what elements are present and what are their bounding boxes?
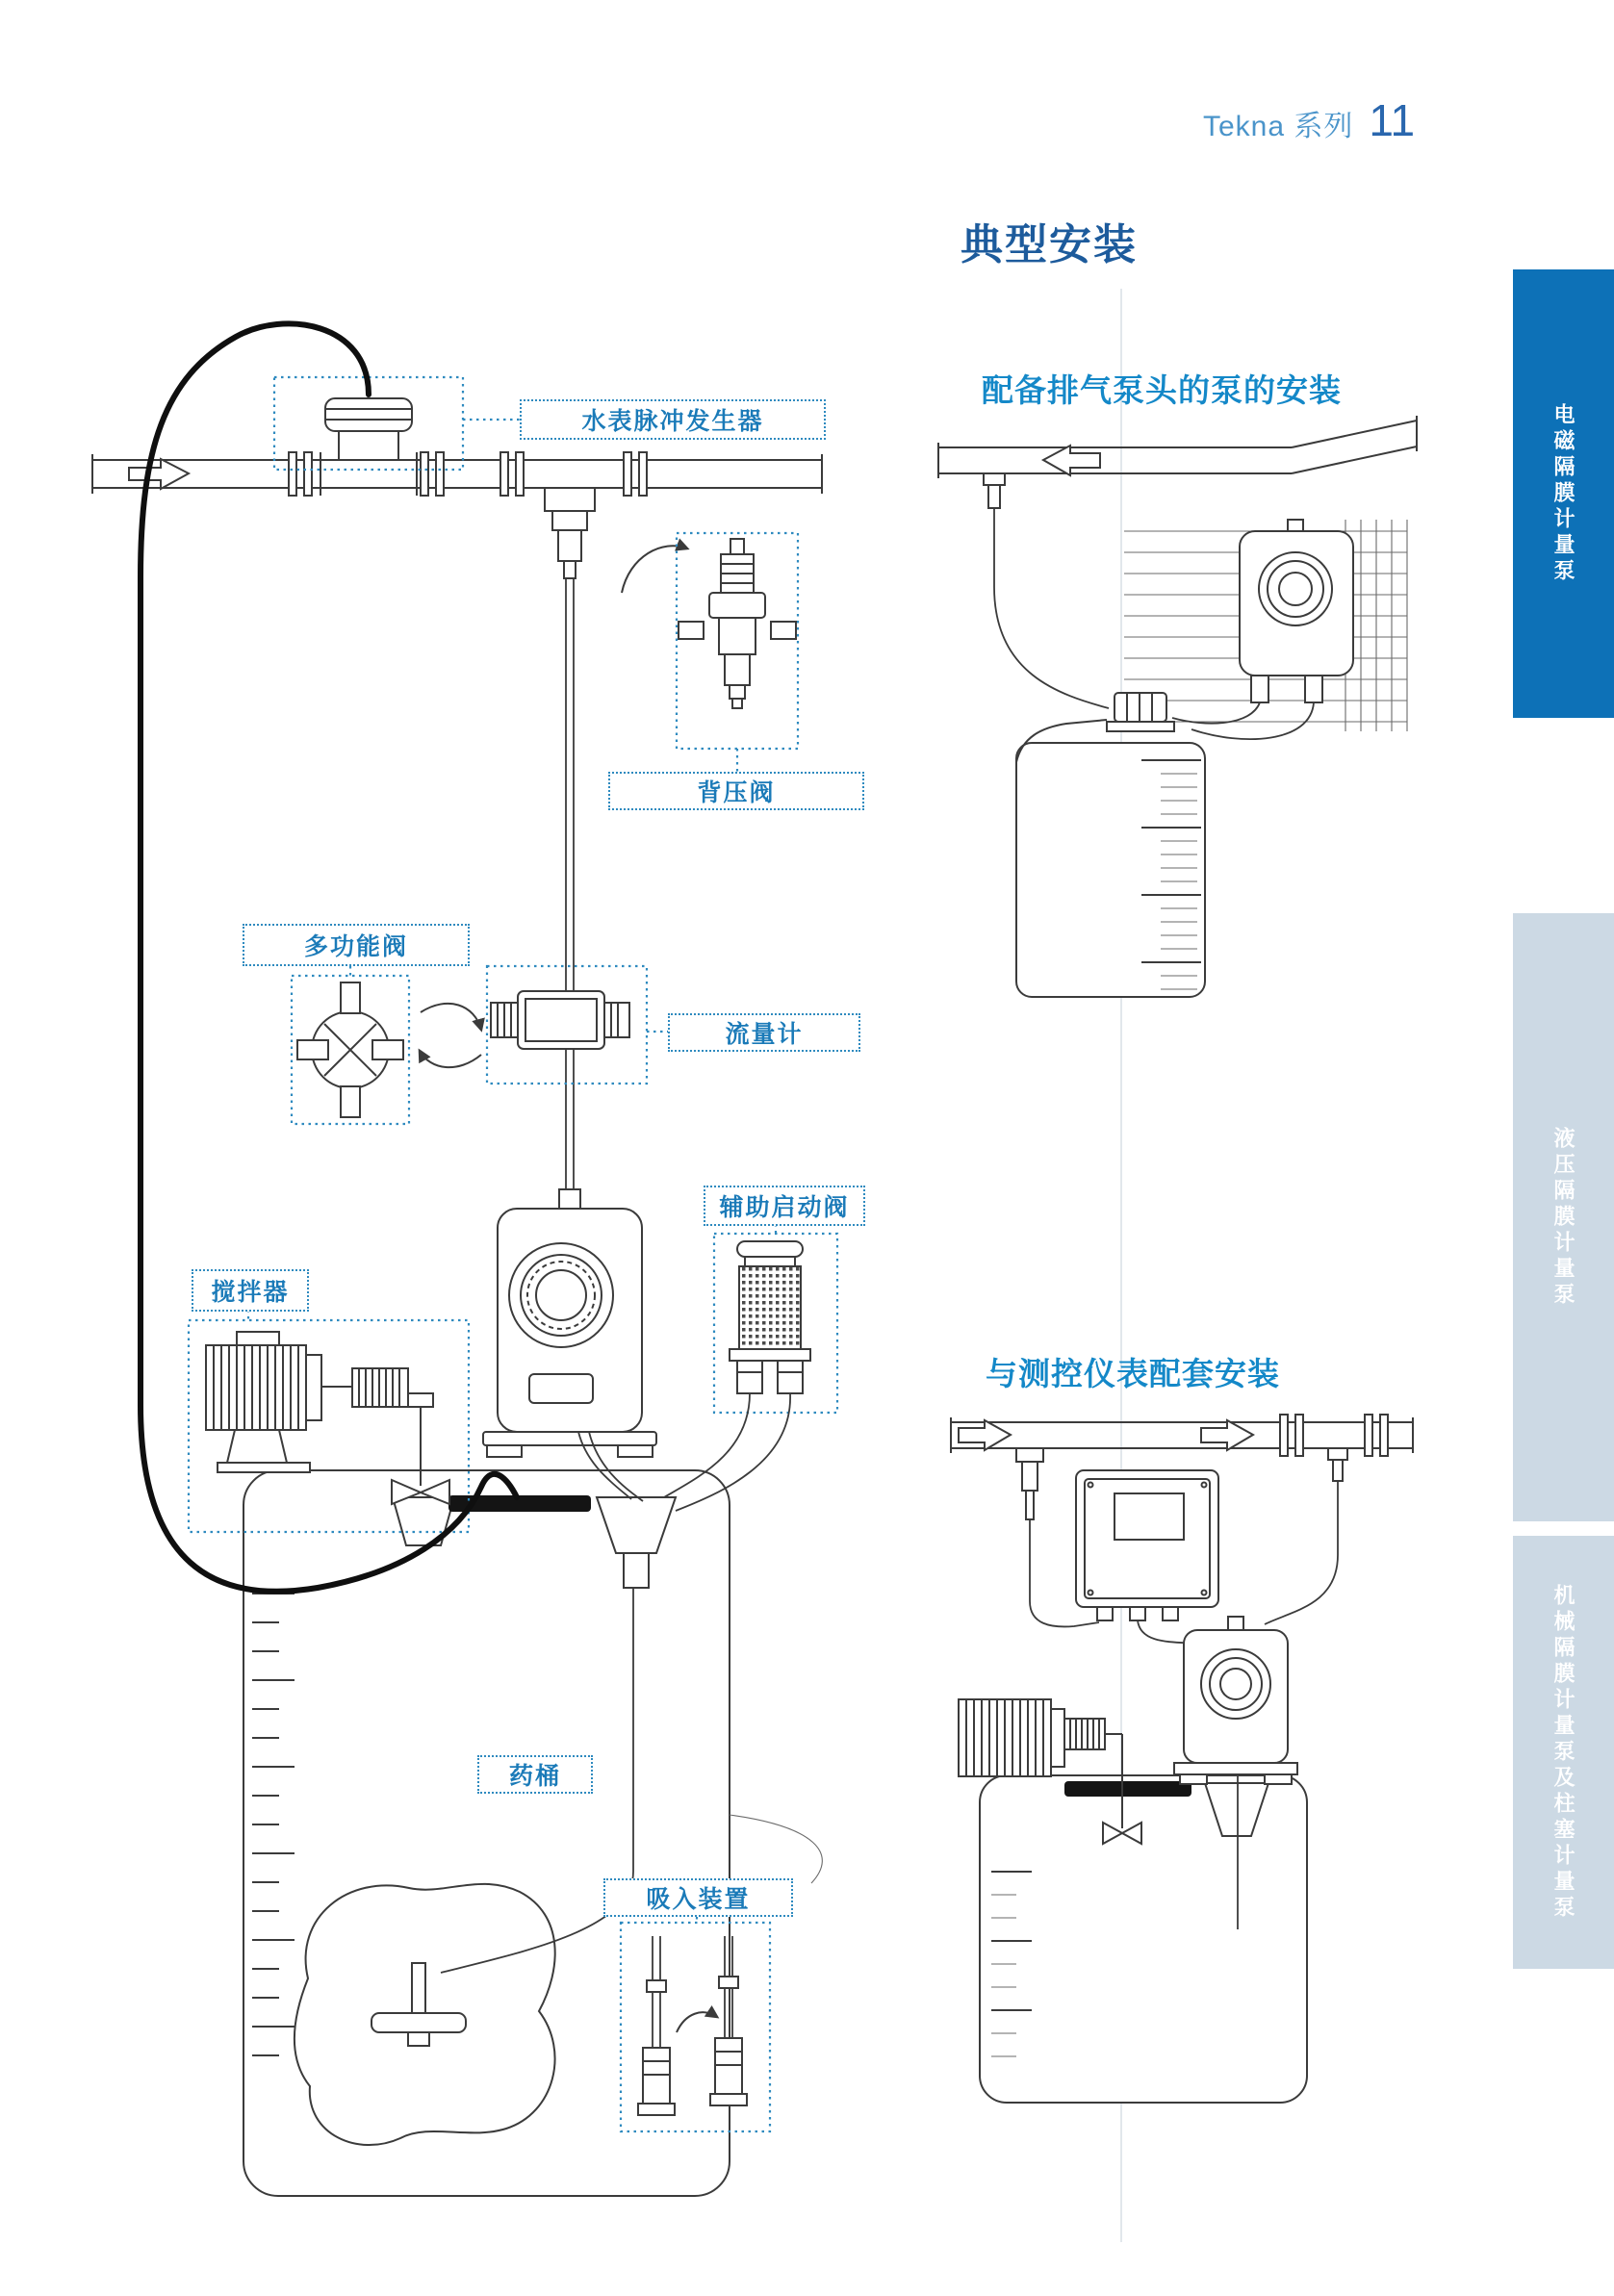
suction-strainer: [412, 1963, 425, 2013]
auxiliary-start-valve: [664, 1224, 837, 1511]
flow-direction-arrow: [129, 459, 189, 489]
degassing-installation-diagram: [938, 416, 1417, 997]
rotate-arrow: [421, 1004, 481, 1030]
label-back-pressure-valve: 背压阀: [608, 772, 864, 810]
series-name: Tekna 系列: [1203, 111, 1354, 142]
label-multifunction-valve: 多功能阀: [243, 924, 470, 966]
degassing-section-heading: 配备排气泵头的泵的安装: [982, 372, 1342, 408]
label-flow-meter: 流量计: [668, 1013, 860, 1052]
label-chemical-tank: 药桶: [477, 1755, 593, 1794]
sidebar-tab-label: 机械隔膜计量泵及柱塞计量泵: [1551, 1583, 1576, 1922]
chemical-tank: [980, 1774, 1307, 2103]
chemical-carboy-25l: [1016, 693, 1205, 997]
label-auxiliary-start-valve: 辅助启动阀: [704, 1186, 865, 1226]
injection-tee: [545, 488, 687, 1191]
level-switch-bar: [1064, 1781, 1191, 1797]
label-agitator: 搅拌器: [192, 1269, 309, 1312]
sidebar-tab-label: 电磁隔膜计量泵: [1551, 402, 1576, 585]
multifunction-valve: [292, 966, 481, 1124]
flow-meter: [487, 966, 668, 1084]
back-pressure-valve: [677, 533, 798, 772]
flow-direction-arrow: [1043, 446, 1100, 475]
controller-box: [1076, 1470, 1236, 1648]
rotate-arrow: [420, 1051, 481, 1067]
dosing-pump: [483, 1189, 656, 1501]
page-title: 典型安装: [961, 221, 1138, 268]
dosing-pump: [1174, 1617, 1297, 1784]
injection-fitting: [984, 473, 1109, 708]
injection-fitting: [1265, 1448, 1347, 1624]
water-pipe: [92, 452, 822, 496]
instrument-installation-diagram: [951, 1415, 1413, 2103]
flow-direction-arrow: [1201, 1420, 1253, 1450]
instrument-section-heading: 与测控仪表配套安装: [986, 1356, 1280, 1391]
page-number: 11: [1369, 95, 1416, 145]
label-water-meter-pulse-generator: 水表脉冲发生器: [520, 399, 826, 440]
water-pipe: [938, 416, 1417, 478]
label-suction-device: 吸入装置: [603, 1878, 793, 1917]
sidebar-tab-label: 液压隔膜计量泵: [1551, 1126, 1576, 1309]
flow-direction-arrow: [959, 1420, 1011, 1450]
